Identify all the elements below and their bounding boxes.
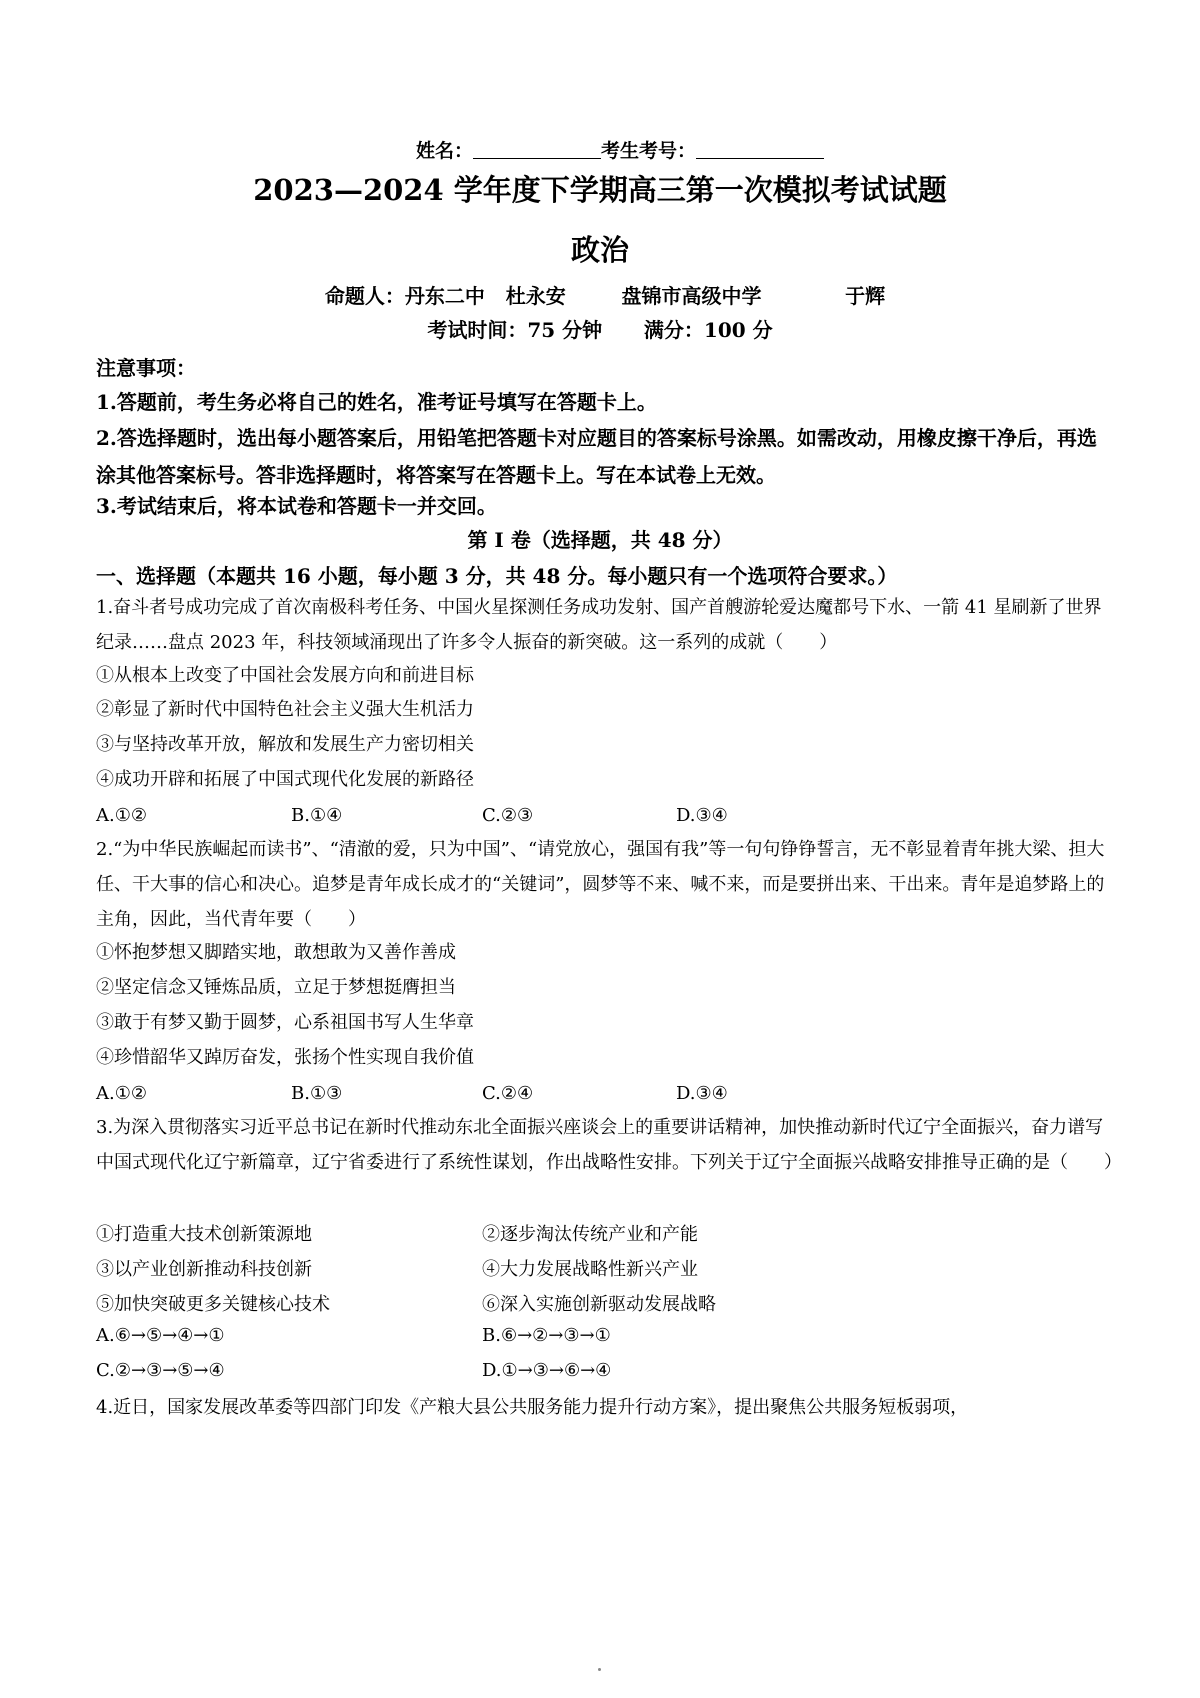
section-title: 一、选择题（本题共 16 小题，每小题 3 分，共 48 分。每小题只有一个选项符合要求。） bbox=[96, 564, 898, 588]
choice-c: C.②④ bbox=[482, 1083, 534, 1104]
choice-a: A.①② bbox=[96, 1083, 147, 1104]
question-option: ①打造重大技术创新策源地 bbox=[96, 1224, 312, 1245]
question-option: ⑤加快突破更多关键核心技术 bbox=[96, 1294, 330, 1315]
question-option: ①怀抱梦想又脚踏实地，敢想敢为又善作善成 bbox=[96, 942, 456, 963]
choice-b: B.⑥→②→③→① bbox=[482, 1325, 611, 1346]
notice-heading: 注意事项： bbox=[96, 356, 196, 380]
notice-item: 1.答题前，考生务必将自己的姓名，准考证号填写在答题卡上。 bbox=[96, 390, 657, 414]
exam-info-line: 考试时间：75 分钟 满分：100 分 bbox=[427, 318, 773, 342]
candidate-info-line bbox=[0, 136, 1200, 163]
id-blank bbox=[696, 140, 824, 159]
question-option: ④珍惜韶华又踔厉奋发，张扬个性实现自我价值 bbox=[96, 1047, 474, 1068]
question-stem: 3.为深入贯彻落实习近平总书记在新时代推动东北全面振兴座谈会上的重要讲话精神，加快推动新时代辽宁全面振兴，奋力谱写中国式现代化辽宁新篇章，辽宁省委进行了系统性谋划，作出战略性安排。下列关于辽宁全面振兴战略安排推导正确的是（ ） bbox=[96, 1117, 1122, 1173]
exam-title: 2023—2024 学年度下学期高三第一次模拟考试试题 bbox=[253, 173, 947, 207]
notice-item: 3.考试结束后，将本试卷和答题卡一并交回。 bbox=[96, 494, 497, 518]
authors-line: 命题人：丹东二中 杜永安 盘锦市高级中学 于辉 bbox=[324, 284, 886, 308]
question-stem: 1.奋斗者号成功完成了首次南极科考任务、中国火星探测任务成功发射、国产首艘游轮爱达魔都号下水、一箭 41 星刷新了世界纪录……盘点 2023 年，科技领域涌现出了许多令人振奋的新突破。这一系列的成就（ ） bbox=[96, 597, 1102, 653]
notice-item: 2.答选择题时，选出每小题答案后，用铅笔把答题卡对应题目的答案标号涂黑。如需改动，用橡皮擦干净后，再选涂其他答案标号。答非选择题时，将答案写在答题卡上。写在本试卷上无效。 bbox=[96, 426, 1097, 487]
choice-d: D.③④ bbox=[676, 805, 728, 826]
choice-c: C.②③ bbox=[482, 805, 534, 826]
page-marker bbox=[598, 1668, 601, 1671]
id-label: 考生考号： bbox=[601, 140, 697, 162]
question-stem: 4.近日，国家发展改革委等四部门印发《产粮大县公共服务能力提升行动方案》，提出聚焦公共服务短板弱项， bbox=[96, 1397, 969, 1418]
question-option: ③以产业创新推动科技创新 bbox=[96, 1259, 312, 1280]
choice-c: C.②→③→⑤→④ bbox=[96, 1360, 225, 1381]
question-option: ②彰显了新时代中国特色社会主义强大生机活力 bbox=[96, 699, 474, 720]
volume-title: 第 I 卷（选择题，共 48 分） bbox=[467, 528, 733, 552]
question-option: ④大力发展战略性新兴产业 bbox=[482, 1259, 698, 1280]
choice-d: D.①→③→⑥→④ bbox=[482, 1360, 612, 1381]
choice-b: B.①④ bbox=[291, 805, 343, 826]
question-option: ③敢于有梦又勤于圆梦，心系祖国书写人生华章 bbox=[96, 1012, 474, 1033]
choice-a: A.⑥→⑤→④→① bbox=[96, 1325, 225, 1346]
choice-a: A.①② bbox=[96, 805, 147, 826]
question-stem: 2.“为中华民族崛起而读书”、“清澈的爱，只为中国”、“请党放心，强国有我”等一句句铮铮誓言，无不彰显着青年挑大梁、担大任、干大事的信心和决心。追梦是青年成长成才的“关键词”，圆梦等不来、喊不来，而是要拼出来、干出来。青年是追梦路上的主角，因此，当代青年要（ ） bbox=[96, 839, 1105, 930]
question-option: ⑥深入实施创新驱动发展战略 bbox=[482, 1294, 716, 1315]
question-option: ①从根本上改变了中国社会发展方向和前进目标 bbox=[96, 665, 474, 686]
name-label: 姓名： bbox=[415, 140, 473, 162]
subject-title: 政治 bbox=[570, 233, 629, 267]
question-option: ②逐步淘汰传统产业和产能 bbox=[482, 1224, 698, 1245]
question-option: ④成功开辟和拓展了中国式现代化发展的新路径 bbox=[96, 769, 474, 790]
question-option: ③与坚持改革开放，解放和发展生产力密切相关 bbox=[96, 734, 474, 755]
question-option: ②坚定信念又锤炼品质，立足于梦想挺膺担当 bbox=[96, 977, 456, 998]
name-blank bbox=[473, 140, 601, 159]
choice-d: D.③④ bbox=[676, 1083, 728, 1104]
choice-b: B.①③ bbox=[291, 1083, 343, 1104]
